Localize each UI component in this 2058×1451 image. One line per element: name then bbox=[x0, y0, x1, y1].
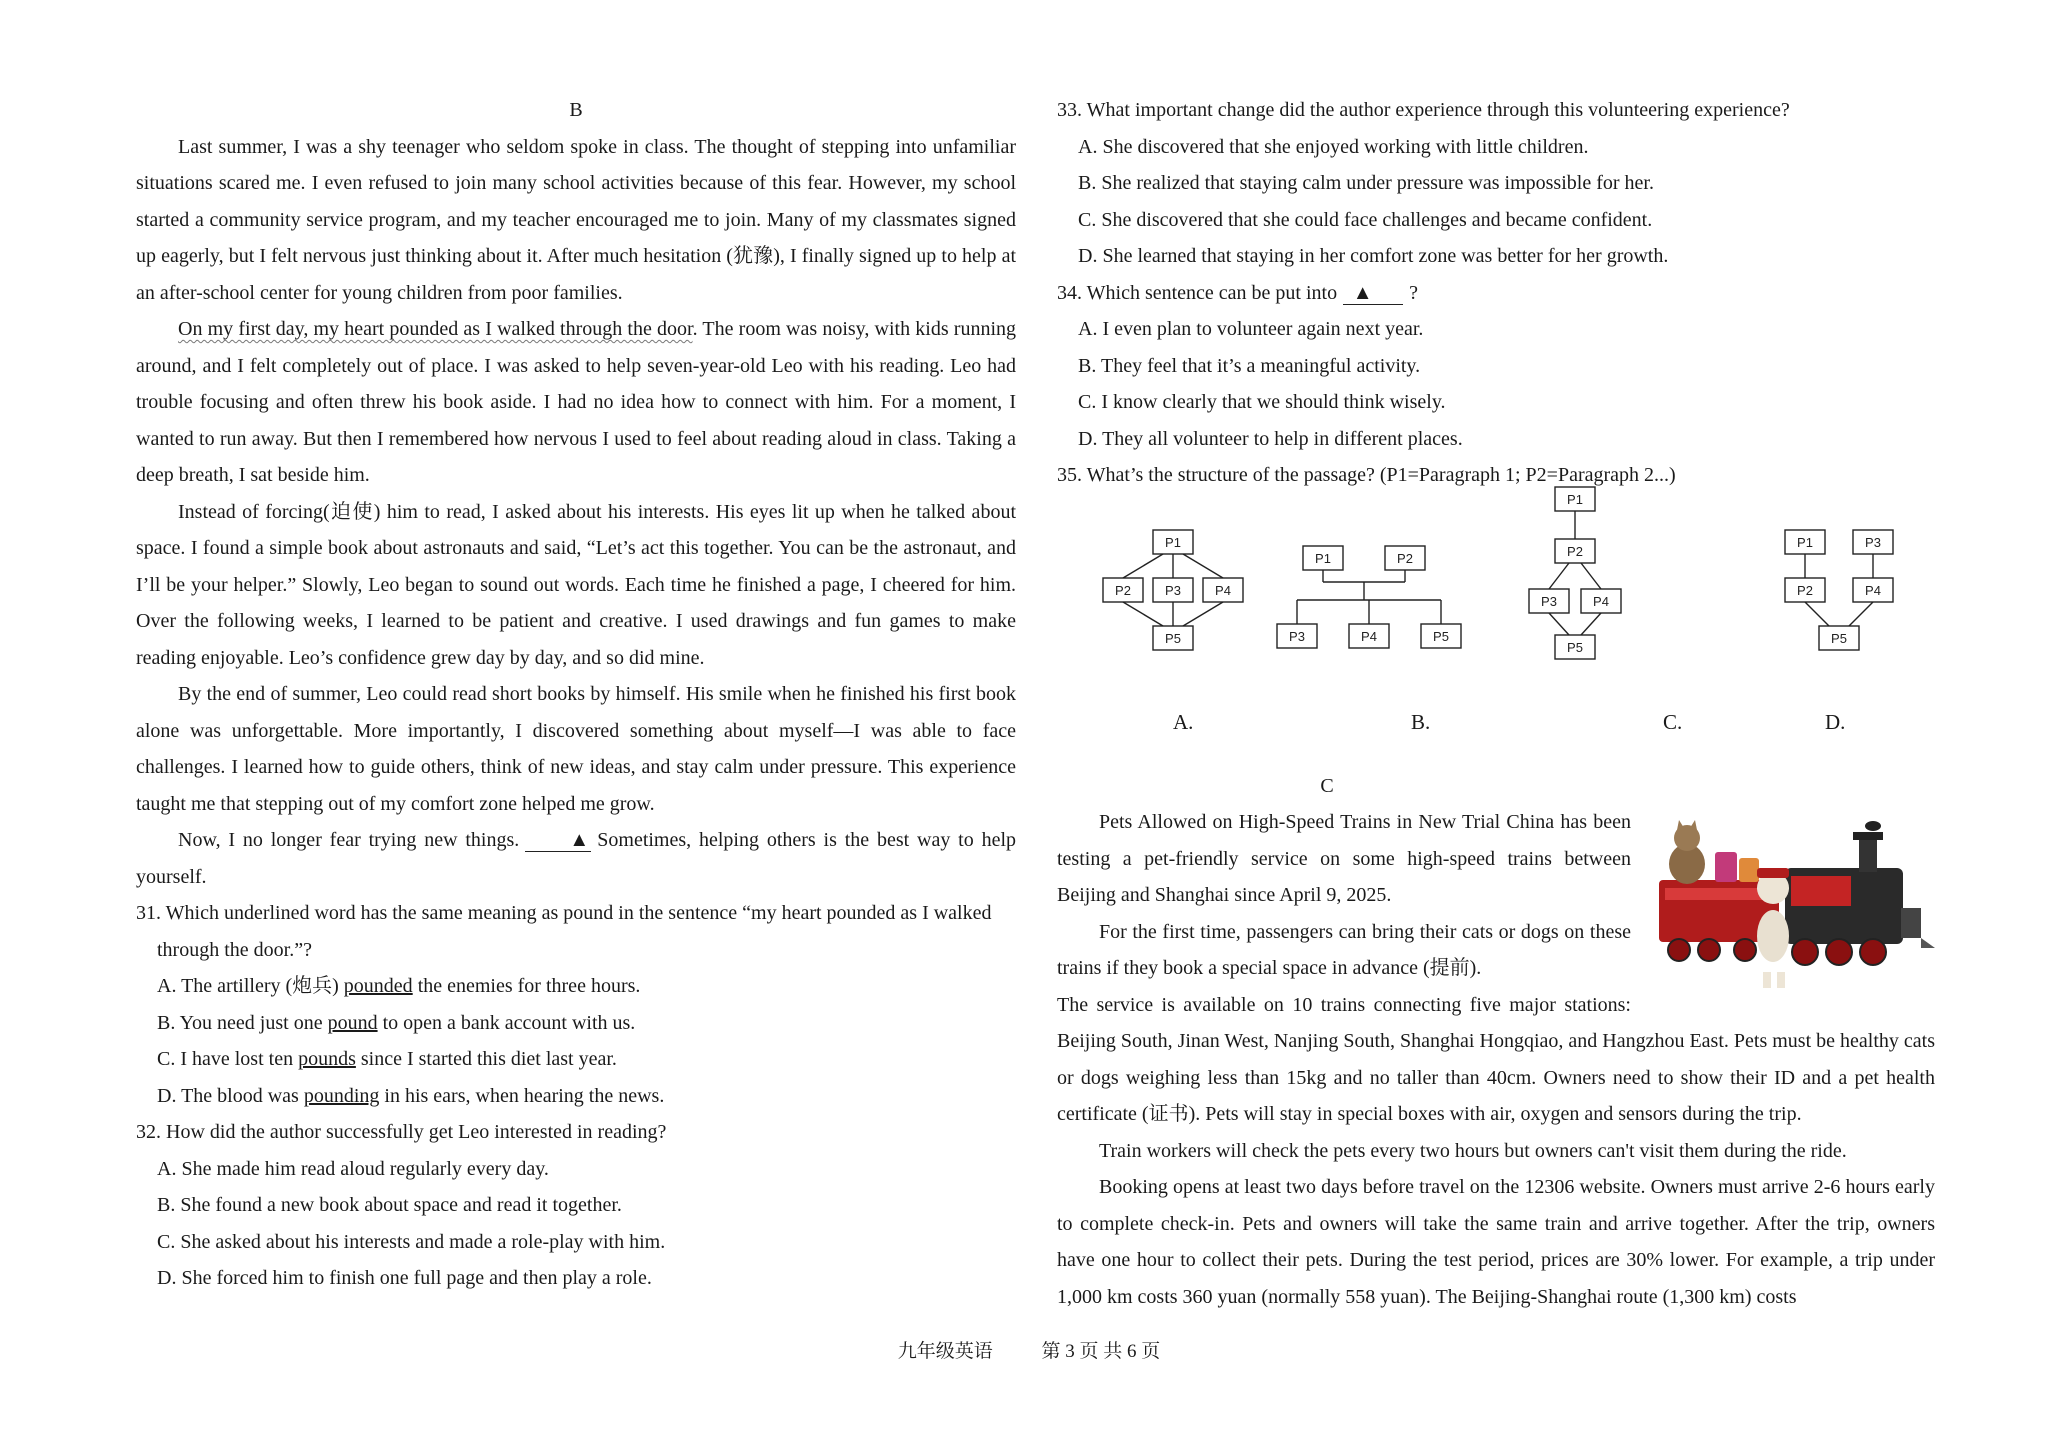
passage-c bbox=[1057, 804, 1935, 1315]
node-label: P2 bbox=[1797, 582, 1813, 598]
section-heading-b: B bbox=[569, 99, 583, 121]
node-label: P5 bbox=[1433, 628, 1449, 644]
right-column bbox=[1057, 92, 1935, 1315]
diagram-label-c: C. bbox=[1663, 709, 1683, 734]
passage-c-paragraph-2: For the first time, passengers can bring their cats or dogs on these trains if they book a special space in advance (提前). bbox=[1057, 920, 1631, 979]
node-label: P2 bbox=[1115, 582, 1131, 598]
pet-train-illustration bbox=[1645, 808, 1935, 990]
option-text: since I started this diet last year. bbox=[355, 1048, 617, 1070]
node-label: P1 bbox=[1165, 534, 1181, 550]
footer-page-number: 第 3 页 共 6 页 bbox=[1041, 1341, 1161, 1362]
node-label: P1 bbox=[1797, 534, 1813, 550]
underlined-word: pound bbox=[327, 1011, 378, 1034]
question-34-text: 34. Which sentence can be put into bbox=[1057, 281, 1338, 304]
diagram-label-b: B. bbox=[1411, 709, 1431, 734]
blank-triangle: ▲ bbox=[1343, 282, 1403, 305]
passage-b-paragraph-4: By the end of summer, Leo could read short books by himself. His smile when he finished his first book alone was unforgettable. More importantly, I discovered something about myself—I was able to face challenges. I learned how to guide others, think of new ideas, and stay calm under pressure. This experience taught me that stepping out of my comfort zone helped me grow. bbox=[136, 683, 1016, 815]
passage-b-paragraph-5 bbox=[136, 822, 1016, 895]
question-32-option-b: B. She found a new book about space and read it together. bbox=[157, 1194, 622, 1216]
diagram-c bbox=[1515, 483, 1635, 663]
option-text: C. I have lost ten bbox=[157, 1048, 299, 1070]
node-label: P2 bbox=[1567, 543, 1583, 559]
question-31-option-a bbox=[136, 968, 1016, 1005]
option-text: D. The blood was bbox=[157, 1084, 304, 1107]
diagram-b bbox=[1273, 540, 1473, 670]
question-34-option-a: A. I even plan to volunteer again next year. bbox=[1078, 318, 1424, 340]
paragraph-2-text: The room was noisy, with kids running around, and I felt completely out of place. I was asked to help seven-year-old Leo with his reading. Leo had trouble focusing and often threw his book aside. I had no idea how to connect with him. For a moment, I wanted to run away. But then I remembered how nervous I used to feel about reading aloud in class. Taking a deep breath, I sat beside him. bbox=[136, 318, 1017, 486]
section-heading-c: C bbox=[1320, 774, 1334, 797]
paragraph-5-before: Now, I no longer fear trying new things. bbox=[178, 829, 520, 851]
paragraph-2-period: . bbox=[692, 318, 703, 340]
question-33-option-d: D. She learned that staying in her comfort zone was better for her growth. bbox=[1078, 245, 1669, 267]
node-label: P4 bbox=[1361, 628, 1377, 644]
question-32-option-d: D. She forced him to finish one full page and then play a role. bbox=[157, 1267, 652, 1289]
option-text: the enemies for three hours. bbox=[412, 975, 641, 997]
diagram-a bbox=[1101, 524, 1253, 674]
node-label: P5 bbox=[1831, 630, 1847, 646]
blank-triangle: ▲ bbox=[525, 829, 591, 852]
question-33-option-c: C. She discovered that she could face challenges and became confident. bbox=[1078, 208, 1653, 231]
passage-c-paragraph-5: Booking opens at least two days before travel on the 12306 website. Owners must arrive 2-6 hours early to complete check-in. Pets and owners will take the same train and arrive together. After the trip, owners have one hour to collect their pets. During the test period, prices are 30% lower. For example, a trip under 1,000 km costs 360 yuan (normally 558 yuan). The Beijing-Shanghai route (1,300 km) costs bbox=[1057, 1176, 1935, 1308]
node-label: P4 bbox=[1215, 582, 1231, 598]
footer-subject: 九年级英语 bbox=[897, 1341, 993, 1362]
passage-c-paragraph-4: Train workers will check the pets every two hours but owners can't visit them during the ride. bbox=[1099, 1139, 1847, 1162]
question-35-stem: 35. What’s the structure of the passage? (P1=Paragraph 1; P2=Paragraph 2...) bbox=[1057, 464, 1676, 486]
question-31-stem: 31. Which underlined word has the same meaning as pound in the sentence “my heart pounded as I walked through the door.”? bbox=[136, 902, 992, 961]
option-text: to open a bank account with us. bbox=[377, 1011, 636, 1034]
option-text: A. The artillery (炮兵) bbox=[157, 975, 344, 997]
question-33-option-b: B. She realized that staying calm under pressure was impossible for her. bbox=[1078, 172, 1654, 194]
node-label: P1 bbox=[1567, 491, 1583, 507]
node-label: P4 bbox=[1865, 582, 1881, 598]
question-33-stem: 33. What important change did the author experience through this volunteering experience? bbox=[1057, 99, 1790, 121]
question-34-option-b: B. They feel that it’s a meaningful activity. bbox=[1078, 354, 1421, 377]
diagram-label-d: D. bbox=[1825, 709, 1846, 734]
passage-c-paragraph-3: The service is available on 10 trains connecting five major stations: Beijing South, Jinan West, Nanjing South, Shanghai Hongqiao, and Hangzhou East. Pets must be healthy cats or dogs weighing less than 15kg and no taller than 40cm. Owners need to show their ID and a pet health certificate (证书). Pets will stay in special boxes with air, oxygen and sensors during the trip. bbox=[1057, 993, 1935, 1125]
question-31-option-d bbox=[136, 1078, 1016, 1115]
question-32-option-c: C. She asked about his interests and made a role-play with him. bbox=[157, 1230, 666, 1253]
node-label: P4 bbox=[1593, 593, 1609, 609]
question-34-option-c: C. I know clearly that we should think wisely. bbox=[1078, 391, 1446, 413]
option-text: in his ears, when hearing the news. bbox=[379, 1084, 665, 1107]
node-label: P1 bbox=[1315, 550, 1331, 566]
underlined-word: pounded bbox=[343, 975, 413, 997]
passage-c-paragraph-1: Pets Allowed on High-Speed Trains in New Trial China has been testing a pet-friendly service on some high-speed trains between Beijing and Shanghai since April 9, 2025. bbox=[1057, 811, 1631, 906]
node-label: P5 bbox=[1567, 639, 1583, 655]
node-label: P3 bbox=[1541, 593, 1557, 609]
underlined-word: pounding bbox=[303, 1084, 380, 1107]
wavy-underlined-sentence: On my first day, my heart pounded as I walked through the door bbox=[178, 318, 693, 340]
question-34-option-d: D. They all volunteer to help in different places. bbox=[1078, 427, 1463, 450]
node-label: P3 bbox=[1289, 628, 1305, 644]
node-label: P3 bbox=[1865, 534, 1881, 550]
question-mark: ? bbox=[1409, 281, 1418, 304]
question-33-option-a: A. She discovered that she enjoyed working with little children. bbox=[1078, 135, 1589, 158]
option-text: B. You need just one bbox=[157, 1011, 328, 1034]
passage-b-paragraph-2 bbox=[136, 311, 1016, 494]
question-32-option-a: A. She made him read aloud regularly every day. bbox=[157, 1157, 549, 1180]
structure-diagrams bbox=[1057, 491, 1935, 772]
question-34-stem bbox=[1057, 275, 1935, 312]
diagram-d bbox=[1777, 524, 1917, 674]
passage-b-paragraph-3: Instead of forcing(迫使) him to read, I asked about his interests. His eyes lit up when he talked about space. I found a simple book about astronauts and said, “Let’s act this together. You can be the astronaut, and I’ll be your helper.” Slowly, Leo began to sound out words. Each time he finished a page, I cheered for him. Over the following weeks, I learned to be patient and creative. I used drawings and fun games to make reading enjoyable. Leo’s confidence grew day by day, and so did mine. bbox=[136, 500, 1016, 669]
page-footer bbox=[0, 1336, 2058, 1363]
underlined-word: pounds bbox=[298, 1048, 356, 1070]
node-label: P5 bbox=[1165, 630, 1181, 646]
left-column bbox=[136, 92, 1016, 1297]
node-label: P2 bbox=[1397, 550, 1413, 566]
question-31-option-b bbox=[136, 1005, 1016, 1042]
paragraph-5-after: Sometimes, helping others is the best way to help yourself. bbox=[136, 829, 1017, 888]
question-32-stem: 32. How did the author successfully get Leo interested in reading? bbox=[136, 1121, 667, 1143]
node-label: P3 bbox=[1165, 582, 1181, 598]
diagram-label-a: A. bbox=[1173, 709, 1194, 734]
passage-b-paragraph-1: Last summer, I was a shy teenager who seldom spoke in class. The thought of stepping into unfamiliar situations scared me. I even refused to join many school activities because of this fear. However, my school started a community service program, and my teacher encouraged me to join. Many of my classmates signed up eagerly, but I felt nervous just thinking about it. After much hesitation (犹豫), I finally signed up to help at an after-school center for young children from poor families. bbox=[136, 135, 1016, 304]
question-31-option-c bbox=[136, 1041, 1016, 1078]
